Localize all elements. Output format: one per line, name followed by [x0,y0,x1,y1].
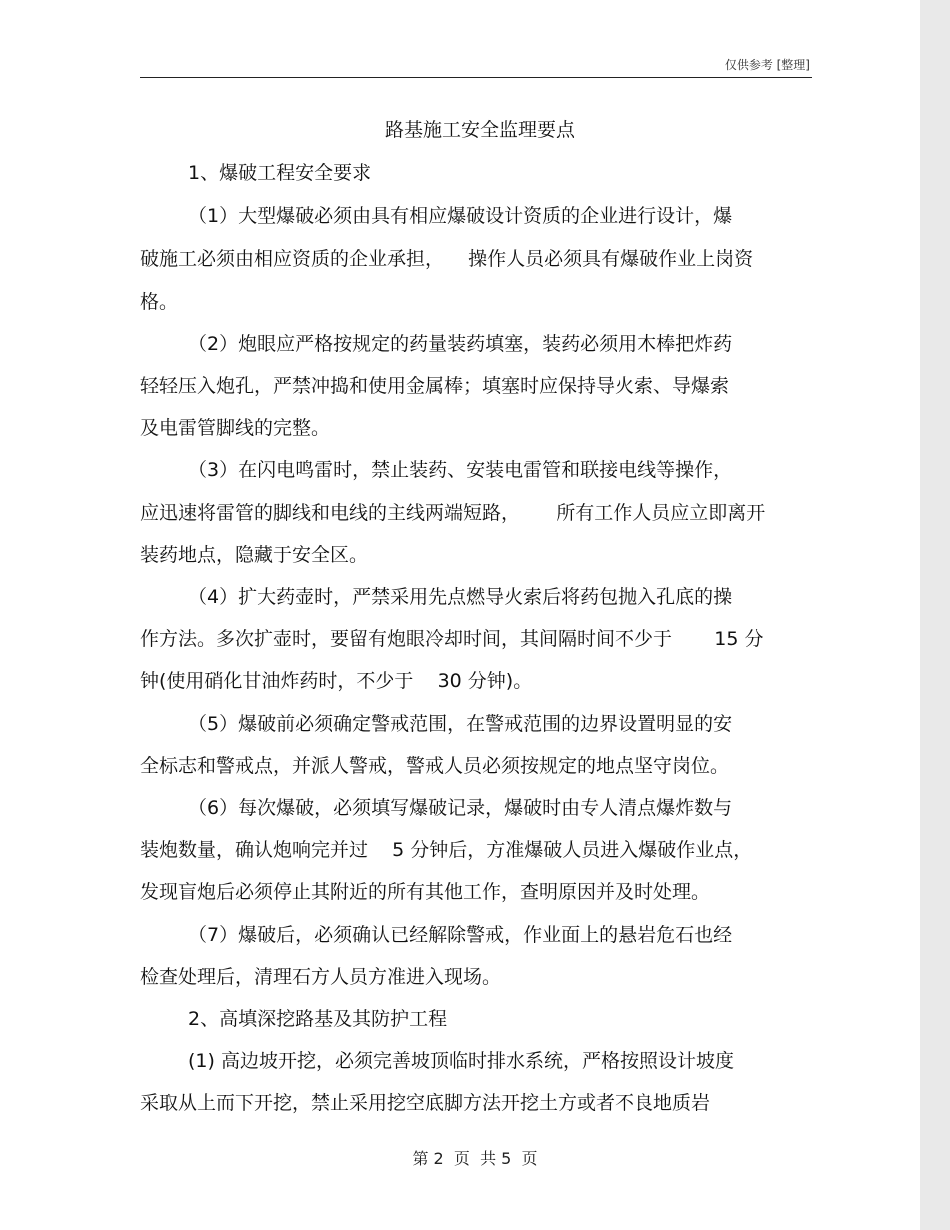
paragraph-line: （7）爆破后，必须确认已经解除警戒，作业面上的悬岩危石也经 [188,924,733,946]
page-number: 第 2 页 共 5 页 [412,1149,538,1168]
paragraph-line: （2）炮眼应严格按规定的药量装药填塞，装药必须用木棒把炸药 [188,333,733,355]
section-heading: 2、高填深挖路基及其防护工程 [188,1008,448,1030]
paragraph-line: (1) 高边坡开挖，必须完善坡顶临时排水系统，严格按照设计坡度 [188,1050,734,1072]
paragraph-line: 应迅速将雷管的脚线和电线的主线两端短路， 所有工作人员应立即离开 [140,502,766,524]
paragraph-line: 装药地点，隐藏于安全区。 [140,544,369,566]
header-divider [140,77,812,78]
paragraph-line: （4）扩大药壶时，严禁采用先点燃导火索后将药包抛入孔底的操 [188,586,733,608]
paragraph-line: （1）大型爆破必须由具有相应爆破设计资质的企业进行设计，爆 [188,205,733,227]
paragraph-line: 及电雷管脚线的完整。 [140,417,331,439]
paragraph-line: 全标志和警戒点，并派人警戒，警戒人员必须按规定的地点坚守岗位。 [140,755,730,777]
header-note: 仅供参考 [整理] [724,58,810,72]
paragraph-line: 钟(使用硝化甘油炸药时，不少于 30 分钟)。 [140,670,533,692]
paragraph-line: 发现盲炮后必须停止其附近的所有其他工作，查明原因并及时处理。 [140,881,711,903]
paragraph-line: 格。 [140,291,179,313]
paragraph-line: 破施工必须由相应资质的企业承担， 操作人员必须具有爆破作业上岗资 [140,248,754,270]
paragraph-line: 作方法。多次扩壶时，要留有炮眼冷却时间，其间隔时间不少于 15 分 [140,628,764,650]
paragraph-line: （5）爆破前必须确定警戒范围，在警戒范围的边界设置明显的安 [188,713,733,735]
section-heading: 1、爆破工程安全要求 [188,162,372,184]
paragraph-line: （3）在闪电鸣雷时，禁止装药、安装电雷管和联接电线等操作， [188,459,733,481]
paragraph-line: 装炮数量，确认炮响完并过 5 分钟后，方准爆破人员进入爆破作业点， [140,839,753,861]
paragraph-line: （6）每次爆破，必须填写爆破记录，爆破时由专人清点爆炸数与 [188,797,733,819]
document-title: 路基施工安全监理要点 [384,119,575,141]
paragraph-line: 轻轻压入炮孔，严禁冲捣和使用金属棒；填塞时应保持导火索、导爆索 [140,375,730,397]
paragraph-line: 采取从上而下开挖，禁止采用挖空底脚方法开挖土方或者不良地质岩 [140,1092,711,1114]
paragraph-line: 检查处理后，清理石方人员方准进入现场。 [140,966,502,988]
